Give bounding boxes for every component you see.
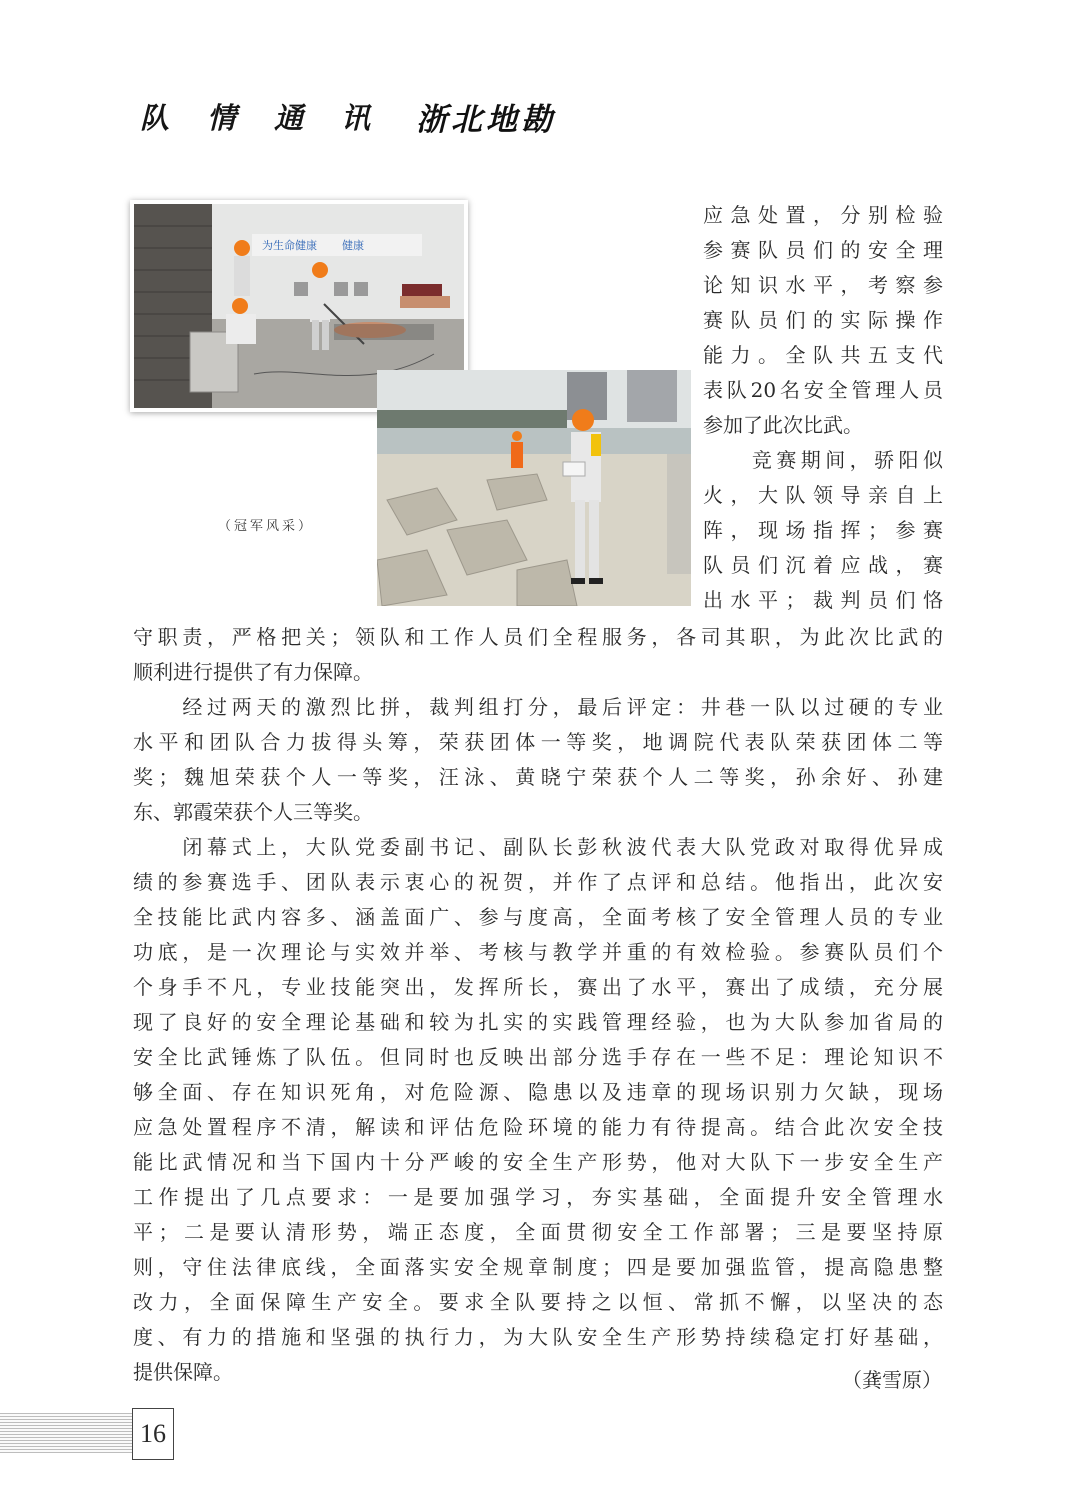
text-line: 论知识水平，考察参 bbox=[703, 273, 943, 297]
text-line: 火，大队领导亲自上 bbox=[703, 483, 943, 507]
text-line: 功底，是一次理论与实效并举、考核与教学并重的有效检验。参赛队员们个 bbox=[133, 940, 943, 964]
text-line: 奖；魏旭荣获个人一等奖，汪泳、黄晓宁荣获个人二等奖，孙余好、孙建 bbox=[133, 765, 943, 789]
text-line: 参加了此次比武。 bbox=[703, 413, 863, 437]
text-line: 则，守住法律底线，全面落实安全规章制度；四是要加强监管，提高隐患整 bbox=[133, 1255, 943, 1279]
text-line: 应急处置程序不清，解读和评估危险环境的能力有待提高。结合此次安全技 bbox=[133, 1115, 943, 1139]
site-inspection-image bbox=[377, 370, 691, 606]
text-line: 闭幕式上，大队党委副书记、副队长彭秋波代表大队党政对取得优异成 bbox=[133, 835, 943, 859]
page-header bbox=[140, 96, 556, 136]
text-line: 够全面、存在知识死角，对危险源、隐患以及违章的现场识别力欠缺，现场 bbox=[133, 1080, 943, 1104]
column-title-char: 通 bbox=[274, 100, 304, 135]
column-title-char: 讯 bbox=[341, 100, 371, 135]
side-column-text bbox=[703, 198, 943, 618]
photo-site-inspection bbox=[377, 370, 691, 606]
text-line: 个身手不凡，专业技能突出，发挥所长，赛出了水平，赛出了成绩，充分展 bbox=[133, 975, 943, 999]
text-line: 能比武情况和当下国内十分严峻的安全生产形势，他对大队下一步安全生产 bbox=[133, 1150, 943, 1174]
text-line: 改力，全面保障生产安全。要求全队要持之以恒、常抓不懈，以坚决的态 bbox=[133, 1290, 943, 1314]
text-line: 参赛队员们的安全理 bbox=[703, 238, 943, 262]
text-line: 表队20名安全管理人员 bbox=[703, 378, 943, 402]
text-line: 水平和团队合力拔得头筹，荣获团体一等奖，地调院代表队荣获团体二等 bbox=[133, 730, 943, 754]
text-line: 安全比武锤炼了队伍。但同时也反映出部分选手存在一些不足：理论知识不 bbox=[133, 1045, 943, 1069]
text-line: 出水平；裁判员们恪 bbox=[703, 588, 943, 612]
photo-caption: （冠军风采） bbox=[218, 519, 315, 534]
text-line: 经过两天的激烈比拼，裁判组打分，最后评定：井巷一队以过硬的专业 bbox=[133, 695, 943, 719]
text-line: 工作提出了几点要求：一是要加强学习，夯实基础，全面提升安全管理水 bbox=[133, 1185, 943, 1209]
text-line: 竞赛期间，骄阳似 bbox=[703, 448, 943, 472]
author-credit: （龚雪原） bbox=[842, 1368, 942, 1392]
text-line: 守职责，严格把关；领队和工作人员们全程服务，各司其职，为此次比武的 bbox=[133, 625, 943, 649]
text-line: 赛队员们的实际操作 bbox=[703, 308, 943, 332]
text-line: 全技能比武内容多、涵盖面广、参与度高，全面考核了安全管理人员的专业 bbox=[133, 905, 943, 929]
text-line: 度、有力的措施和坚强的执行力，为大队安全生产形势持续稳定打好基础， bbox=[133, 1325, 943, 1349]
column-title-char: 队 bbox=[140, 100, 170, 135]
text-line: 队员们沉着应战，赛 bbox=[703, 553, 943, 577]
photo-sign-left: 为生命健康 bbox=[262, 239, 317, 252]
text-line: 顺利进行提供了有力保障。 bbox=[133, 660, 373, 684]
page-footer-bar bbox=[0, 1413, 133, 1453]
photo-sign-right: 健康 bbox=[342, 239, 364, 252]
magazine-name: 浙北地勘 bbox=[416, 101, 557, 138]
text-line: 现了良好的安全理论基础和较为扎实的实践管理经验，也为大队参加省局的 bbox=[133, 1010, 943, 1034]
text-line: 平；二是要认清形势，端正态度，全面贯彻安全工作部署；三是要坚持原 bbox=[133, 1220, 943, 1244]
text-line: 东、郭霞荣获个人三等奖。 bbox=[133, 800, 373, 824]
text-line: 绩的参赛选手、团队表示衷心的祝贺，并作了点评和总结。他指出，此次安 bbox=[133, 870, 943, 894]
text-line: 提供保障。 bbox=[133, 1360, 233, 1384]
text-line: 应急处置，分别检验 bbox=[703, 203, 943, 227]
page-number: 16 bbox=[132, 1408, 174, 1460]
text-line: 能力。全队共五支代 bbox=[703, 343, 943, 367]
column-title-char: 情 bbox=[207, 100, 237, 135]
article-body bbox=[133, 620, 943, 1390]
text-line: 阵，现场指挥；参赛 bbox=[703, 518, 943, 542]
